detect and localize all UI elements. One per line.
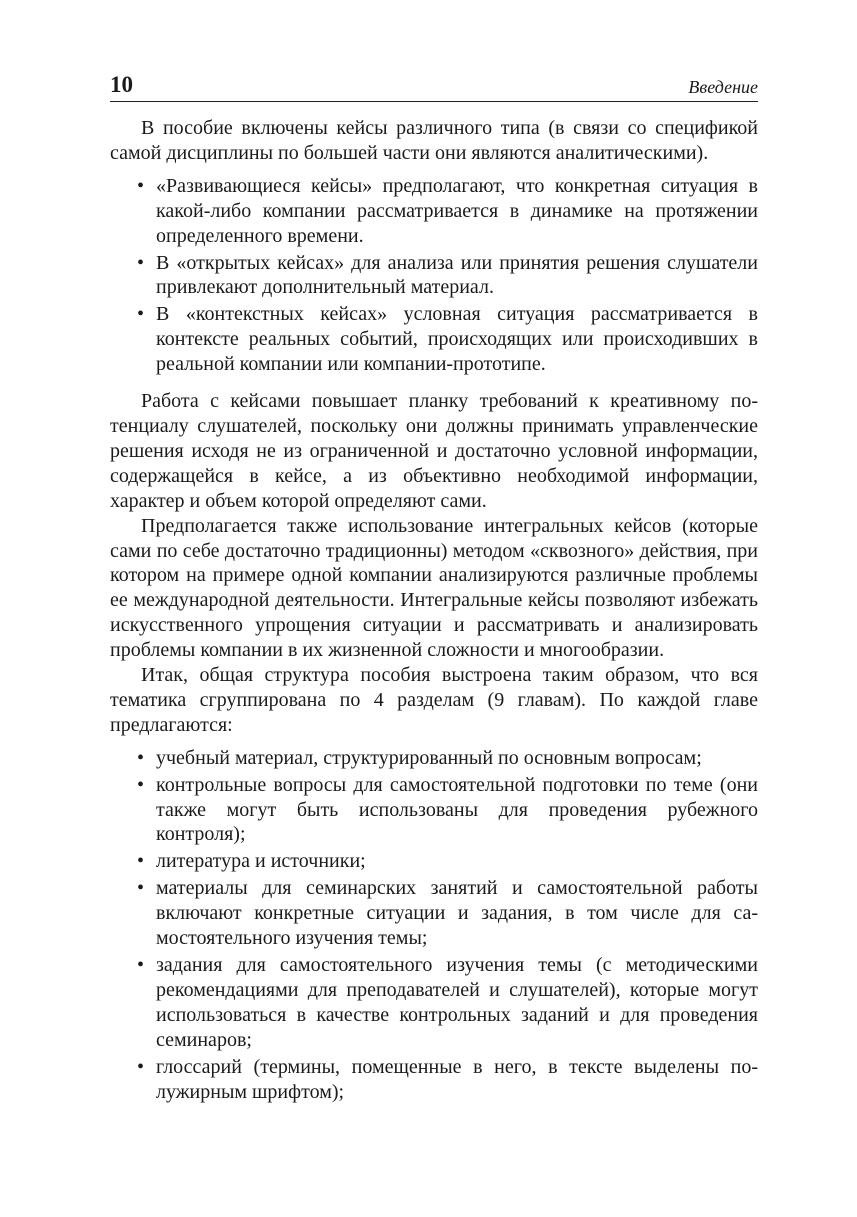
list-item <box>110 876 758 951</box>
book-page <box>110 70 758 1106</box>
list-item-text: В «контекстных кейсах» условная ситуация рассматривается в контексте реальных событий, происходящих или происходивших в реальной компании или компании-прототипе. <box>156 303 758 376</box>
bullet-icon: • <box>137 850 145 873</box>
list-item <box>110 251 758 301</box>
list-item-text: задания для самостоятельного изучения темы (с методическими рекомендациями для преподавателей и слушателей), которые могут использоваться в качестве контрольных заданий и для проведения семинаров; <box>156 954 758 1051</box>
list-item <box>110 773 758 848</box>
case-types-list <box>110 174 758 377</box>
bullet-icon: • <box>137 174 145 197</box>
page-body <box>110 116 758 1104</box>
list-item-text: «Развивающиеся кейсы» предполагают, что конкретная ситуация в какой-либо компании рассматривается в динамике на протяжении определенного времени. <box>156 174 758 247</box>
bullet-icon: • <box>137 251 145 274</box>
list-item <box>110 746 758 771</box>
list-item <box>110 953 758 1053</box>
chapter-contents-list <box>110 746 758 1105</box>
list-item <box>110 302 758 377</box>
paragraph-structure: Итак, общая структура пособия выстроена таким образом, что вся тематика сгруппирована по 4 разделам (9 главам). По каждой главе предлагаются: <box>110 664 758 736</box>
list-item <box>110 849 758 874</box>
list-item-text: В «открытых кейсах» для анализа или принятия решения слушатели привлекают дополнительный материал. <box>156 251 758 299</box>
page-number: 10 <box>110 72 133 97</box>
list-item-text: глоссарий (термины, помещенные в него, в тексте выделены полужирным шрифтом); <box>156 1055 758 1103</box>
list-item-text: материалы для семинарских занятий и самостоятельной работы включают конкретные ситуации и задания, в том числе для самостоятельного изучения темы; <box>156 877 758 950</box>
page-header <box>110 70 758 102</box>
list-item <box>110 174 758 249</box>
bullet-icon: • <box>137 877 145 900</box>
paragraph-integral-cases: Предполагается также использование интегральных кейсов (которые сами по себе достаточно традиционны) методом «сквозного» действия, при котором на примере одной компании анализируются различные проблемы ее международной деятельности. Интегральные кейсы позволяют избежать искусственного упрощения ситуации и рассматривать и анализировать проблемы компании в их жизненной сложности и многообразии. <box>110 514 758 662</box>
list-item-text: контрольные вопросы для самостоятельной подготовки по теме (они также могут быть использованы для проведения рубежного контроля); <box>156 773 758 846</box>
list-item-text: учебный материал, структурированный по основным вопросам; <box>156 746 702 769</box>
paragraph-case-work: Работа с кейсами повышает планку требований к креативному потенциалу слушателей, поскольку они должны принимать управленческие решения исходя не из ограниченной и достаточно условной информации, содержащейся в кейсе, а из объективно необходимой информации, характер и объем которой определяют сами. <box>110 390 758 512</box>
list-item-text: литература и источники; <box>156 850 366 873</box>
bullet-icon: • <box>137 773 145 796</box>
running-head: Введение <box>688 77 758 97</box>
bullet-icon: • <box>137 1055 145 1078</box>
bullet-icon: • <box>137 746 145 769</box>
paragraph-case-types-intro: В пособие включены кейсы различного типа (в связи со спецификой самой дисциплины по большей части они являются аналитическими). <box>110 117 758 164</box>
bullet-icon: • <box>137 303 145 326</box>
list-item <box>110 1055 758 1105</box>
bullet-icon: • <box>137 954 145 976</box>
